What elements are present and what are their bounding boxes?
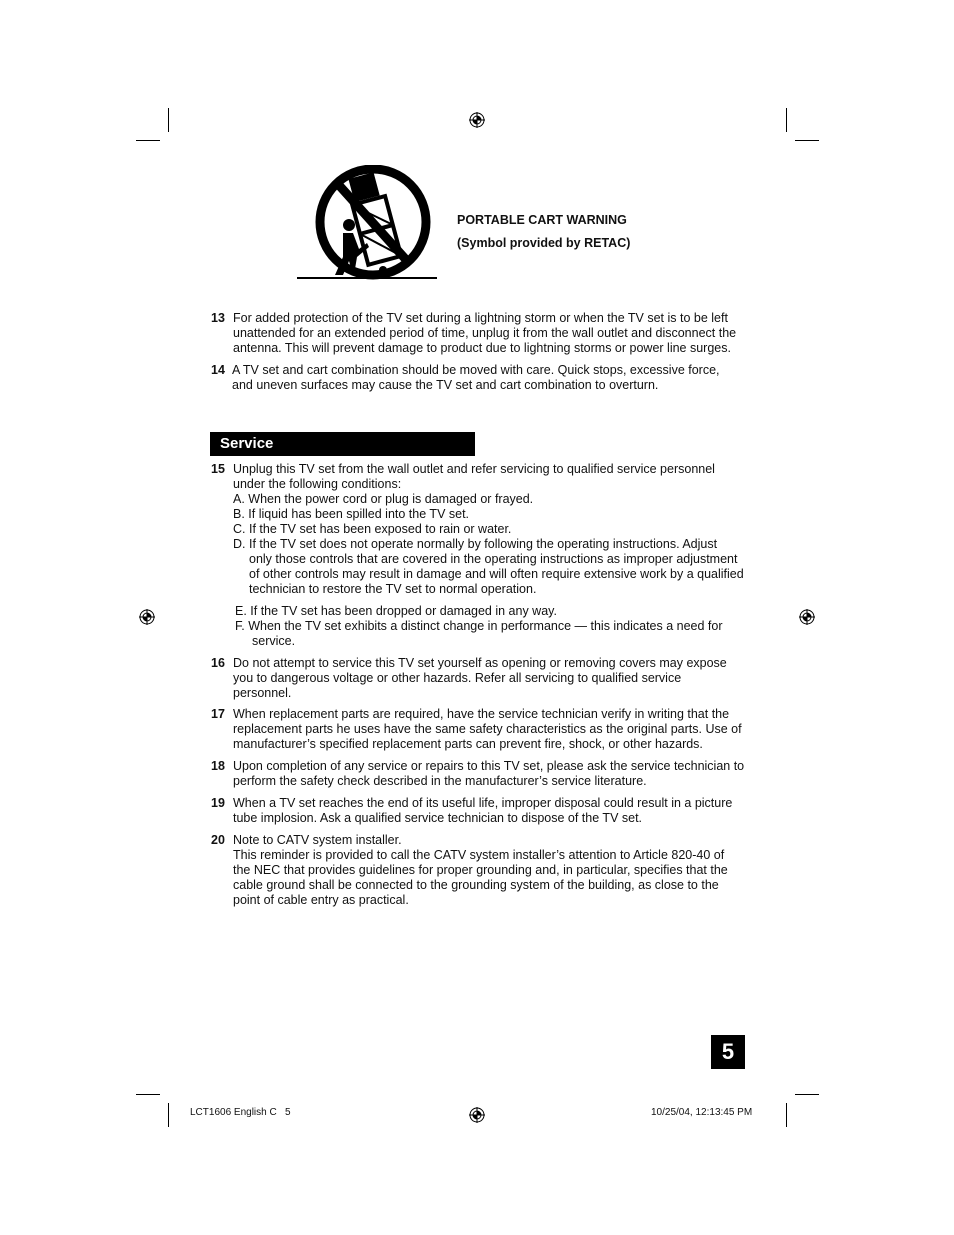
item-number: 14 (211, 363, 225, 377)
item-text: A TV set and cart combination should be moved with care. Quick stops, excessive force, and uneven surfaces may cause the TV set and cart combination to overturn. (232, 363, 720, 392)
registration-mark-icon (139, 609, 155, 625)
crop-mark (795, 140, 819, 141)
item-number: 17 (211, 707, 225, 721)
condition-f-cont: service. (252, 634, 296, 648)
list-item (211, 796, 746, 826)
crop-mark (786, 1103, 787, 1127)
item-number: 20 (211, 833, 225, 847)
list-item (211, 759, 746, 789)
condition-d: D. If the TV set does not operate normally by following the operating instructions. Adjust (233, 537, 718, 551)
portable-cart-warning-icon (297, 165, 437, 280)
list-item (211, 311, 746, 356)
list-item (211, 707, 746, 752)
list-item (211, 462, 746, 597)
item-number: 16 (211, 656, 225, 670)
list-item (211, 656, 746, 701)
footer-file-label: LCT1606 English C 5 (190, 1107, 291, 1118)
condition-c: C. If the TV set has been exposed to rain or water. (233, 522, 512, 536)
crop-mark (136, 140, 160, 141)
section-heading: Service (210, 432, 475, 456)
item-text: Note to CATV system installer. (233, 833, 402, 847)
item-text: Unplug this TV set from the wall outlet and refer servicing to qualified service personnel under the following conditions: (233, 462, 715, 491)
item-text: When a TV set reaches the end of its useful life, improper disposal could result in a picture tube implosion. Ask a qualified service technician to dispose of the TV set. (233, 796, 733, 825)
condition-f: F. When the TV set exhibits a distinct change in performance — this indicates a need for (235, 619, 723, 633)
cart-warning-subtitle: (Symbol provided by RETAC) (457, 236, 631, 250)
crop-mark (168, 1103, 169, 1127)
condition-e: E. If the TV set has been dropped or damaged in any way. (235, 604, 557, 618)
registration-mark-icon (469, 1107, 485, 1123)
page-number: 5 (711, 1035, 745, 1069)
item-text: Do not attempt to service this TV set yourself as opening or removing covers may expose you to dangerous voltage or other hazards. Refer all servicing to qualified service personnel. (233, 656, 727, 700)
item-number: 19 (211, 796, 225, 810)
crop-mark (786, 108, 787, 132)
condition-b: B. If liquid has been spilled into the TV set. (233, 507, 470, 521)
crop-mark (168, 108, 169, 132)
list-item (211, 604, 746, 649)
list-item (211, 833, 746, 908)
item-text: Upon completion of any service or repairs to this TV set, please ask the service technician to perform the safety check described in the manufacturer’s service literature. (233, 759, 745, 788)
footer-timestamp: 10/25/04, 12:13:45 PM (651, 1107, 753, 1118)
crop-mark (795, 1094, 819, 1095)
item-number: 18 (211, 759, 225, 773)
crop-mark (136, 1094, 160, 1095)
item-text: For added protection of the TV set during a lightning storm or when the TV set is to be left unattended for an extended period of time, unplug it from the wall outlet and disconnect the antenna. This will prevent damage to product due to lightning storms or power line surges. (233, 311, 737, 355)
condition-a: A. When the power cord or plug is damaged or frayed. (233, 492, 534, 506)
item-text-cont: This reminder is provided to call the CATV system installer’s attention to Article 820-40 of the NEC that provides guidelines for proper grounding and, in particular, specifies that the cable ground shall be connected to the grounding system of the building, as close to the point of cable entry as practical. (233, 848, 728, 907)
cart-warning-title: PORTABLE CART WARNING (457, 213, 627, 227)
registration-mark-icon (799, 609, 815, 625)
list-item (211, 363, 746, 393)
item-text: When replacement parts are required, have the service technician verify in writing that the replacement parts he uses have the same safety characteristics as the original parts. Use of manufacturer’s specified replacement parts can prevent fire, shock, or other hazards. (233, 707, 742, 751)
item-number: 13 (211, 311, 225, 325)
registration-mark-icon (469, 112, 485, 128)
item-number: 15 (211, 462, 225, 476)
condition-d-cont: only those controls that are covered in the operating instructions as improper adjustment of other controls may result in damage and will often require extensive work by a qualified technician to restore the TV set to normal operation. (249, 552, 744, 596)
